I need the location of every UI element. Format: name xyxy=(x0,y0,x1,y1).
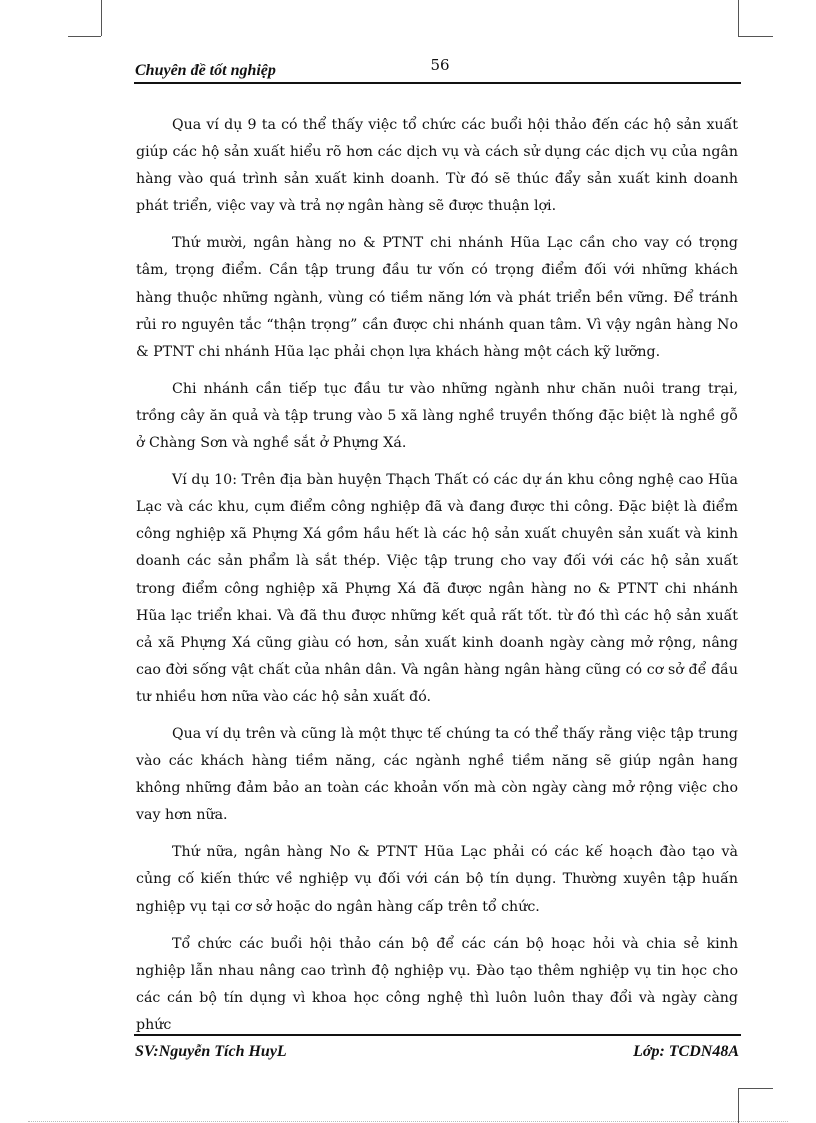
footer-student: SV:Nguyễn Tích HuyL xyxy=(135,1043,287,1060)
paragraph: Thứ nữa, ngân hàng No & PTNT Hũa Lạc phải có các kế hoạch đào tạo và củng cố kiến thức về nghiệp vụ đối với cán bộ tín dụng. Thường xuyên tập huấn nghiệp vụ tại cơ sở hoặc do ngân hàng cấp trên tổ chức. xyxy=(136,844,738,915)
crop-mark-top-right-h xyxy=(738,36,773,37)
crop-mark-bottom-right xyxy=(738,1088,739,1123)
crop-mark-top-left xyxy=(101,0,102,36)
crop-mark-bottom-right-h xyxy=(738,1088,773,1089)
footer-class: Lớp: TCDN48A xyxy=(633,1043,739,1060)
paragraph: Qua ví dụ trên và cũng là một thực tế chúng ta có thể thấy rằng việc tập trung vào các khách hàng tiềm năng, các ngành nghề tiềm năng sẽ giúp ngân hang không những đảm bảo an toàn các khoản vốn mà còn ngày càng mở rộng việc cho vay hơn nữa. xyxy=(136,725,738,824)
crop-mark-top-left-h xyxy=(68,36,101,37)
header-rule xyxy=(134,82,741,84)
crop-mark-top-right xyxy=(738,0,739,36)
body-text xyxy=(136,112,738,1049)
header-title: Chuyên đề tốt nghiệp xyxy=(135,62,276,79)
paragraph: Qua ví dụ 9 ta có thể thấy việc tổ chức các buổi hội thảo đến các hộ sản xuất giúp các hộ sản xuất hiểu rõ hơn các dịch vụ và cách sử dụng các dịch vụ của ngân hàng vào quá trình sản xuất kinh doanh. Từ đó sẽ thúc đẩy sản xuất kinh doanh phát triển, việc vay và trả nợ ngân hàng sẽ được thuận lợi. xyxy=(136,117,738,215)
paragraph: Chi nhánh cần tiếp tục đầu tư vào những ngành như chăn nuôi trang trại, trồng cây ăn quả và tập trung vào 5 xã làng nghề truyền thống đặc biệt là nghề gỗ ở Chàng Sơn và nghề sắt ở Phựng Xá. xyxy=(136,380,738,452)
paragraph: Tổ chức các buổi hội thảo cán bộ để các cán bộ hoạc hỏi và chia sẻ kinh nghiệp lẫn nhau nâng cao trình độ nghiệp vụ. Đào tạo thêm nghiệp vụ tin học cho các cán bộ tín dụng vì khoa học công nghệ thì luôn luôn thay đổi và ngày càng phức xyxy=(136,935,738,1033)
page-number: 56 xyxy=(430,56,450,74)
paragraph: Ví dụ 10: Trên địa bàn huyện Thạch Thất có các dự án khu công nghệ cao Hũa Lạc và các khu, cụm điểm công nghiệp đã và đang được thi công. Đặc biệt là điểm công nghiệp xã Phựng Xá gồm hầu hết là các hộ sản xuất chuyên sản xuất và kinh doanh các sản phẩm là sắt thép. Việc tập trung cho vay đối với các hộ sản xuất trong điểm công nghiệp xã Phựng Xá đã được ngân hàng no & PTNT chi nhánh Hũa lạc triển khai. Và đã thu được những kết quả rất tốt. từ đó thì các hộ sản xuất cả xã Phựng Xá cũng giàu có hơn, sản xuất kinh doanh ngày càng mở rộng, nâng cao đời sống vật chất của nhân dân. Và ngân hàng ngân hàng cũng có cơ sở để đầu tư nhiều hơn nữa vào các hộ sản xuất đó. xyxy=(136,472,738,705)
page-edge-dots xyxy=(28,1121,788,1122)
paragraph: Thứ mười, ngân hàng no & PTNT chi nhánh Hũa Lạc cần cho vay có trọng tâm, trọng điểm. Cần tập trung đầu tư vốn có trọng điểm đối với những khách hàng thuộc những ngành, vùng có tiềm năng lớn và phát triển bền vững. Để tránh rủi ro nguyên tắc “thận trọng” cần được chi nhánh quan tâm. Vì vậy ngân hàng No & PTNT chi nhánh Hũa lạc phải chọn lựa khách hàng một cách kỹ lưỡng. xyxy=(136,235,738,360)
footer-rule xyxy=(134,1034,741,1036)
